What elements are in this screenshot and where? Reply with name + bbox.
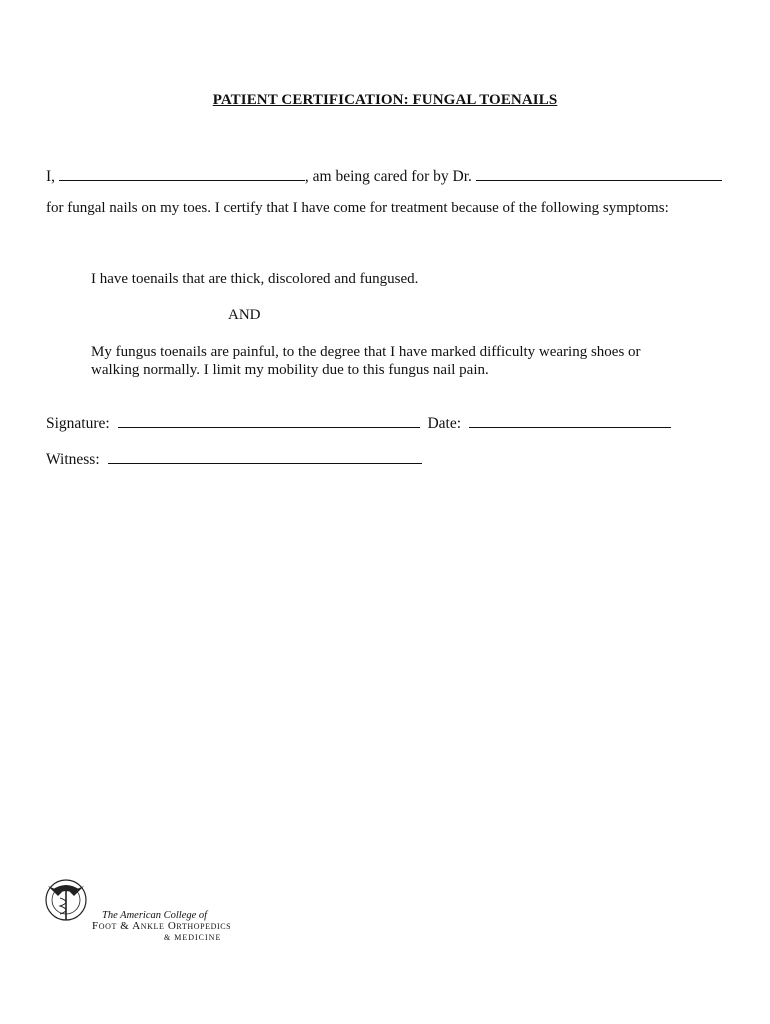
witness-line: [46, 449, 422, 469]
symptom-painful-toenails: My fungus toenails are painful, to the degree that I have marked difficulty wearing shoes or walking normally. I limit my mobility due to this fungus nail pain.: [91, 344, 641, 378]
row1-middle: , am being cared for by Dr.: [304, 168, 472, 185]
date-label: Date:: [427, 415, 462, 432]
patient-name-field[interactable]: [59, 166, 305, 181]
logo-line-1: The American College of: [102, 910, 208, 921]
certify-statement: for fungal nails on my toes. I certify that I have come for treatment because of the following symptoms:: [46, 200, 669, 216]
symptom-thick-toenails: I have toenails that are thick, discolored and fungused.: [91, 271, 419, 287]
college-wordmark: [92, 910, 231, 943]
signature-label: Signature:: [46, 415, 110, 432]
signature-date-line: [46, 413, 671, 433]
witness-field[interactable]: [108, 449, 422, 464]
witness-label: Witness:: [46, 451, 100, 468]
date-field[interactable]: [469, 413, 671, 428]
logo-line-2: Foot & Ankle Orthopedics: [92, 920, 232, 932]
row1-prefix: I,: [46, 168, 56, 185]
signature-field[interactable]: [118, 413, 420, 428]
patient-doctor-line: [46, 166, 722, 186]
page-title: PATIENT CERTIFICATION: FUNGAL TOENAILS: [212, 92, 558, 108]
and-conjunction: AND: [228, 307, 261, 323]
logo-line-3: & MEDICINE: [164, 933, 222, 942]
doctor-name-field[interactable]: [476, 166, 722, 181]
